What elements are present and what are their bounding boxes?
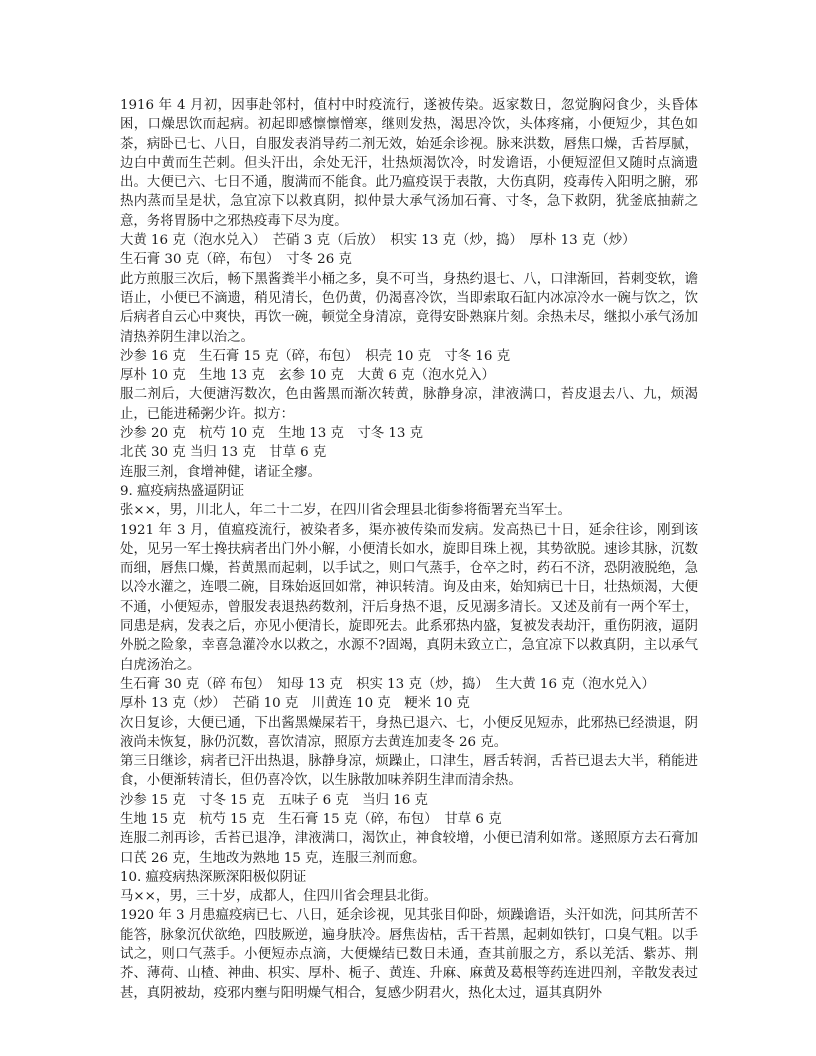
paragraph: 第三日继诊，病者已汗出热退，脉静身凉，烦躁止，口津生，唇舌转润，舌苔已退去大半，稍能进食，小便渐转清长，但仍喜冷饮，以生脉散加味养阴生津而清余热。 [120, 754, 698, 789]
prescription-line: 生石膏 30 克（碎 布包） 知母 13 克 枳实 13 克（炒，捣） 生大黄 16 克（泡水兑入） [120, 676, 655, 692]
prescription-line: 生地 15 克 杭芍 15 克 生石膏 15 克（碎，布包） 甘草 6 克 [120, 811, 502, 827]
paragraph: 1920 年 3 月患瘟疫病已七、八日，延余诊视，见其张目仰卧，烦躁谵语，头汗如洗，问其所苦不能答，脉象沉伏欲绝，四肢厥逆，遍身肤冷。唇焦齿枯，舌干苔黑，起刺如铁钉，口臭气粗。以手试之，则口气蒸手。小便短赤点滴，大便燥结已数日未通，查其前服之方，系以羌活、紫苏、荆芥、薄荷、山楂、神曲、枳实、厚朴、栀子、黄连、升麻、麻黄及葛根等药连进四剂，辛散发表过甚，真阴被劫，疫邪内壅与阳明燥气相合，复感少阴君火，热化太过，逼其真阴外 [120, 908, 698, 1001]
paragraph: 1916 年 4 月初，因事赴邻村，值村中时疫流行，遂被传染。返家数日，忽觉胸闷食少，头昏体困，口燥思饮而起病。初起即感懔懔憎寒，继则发热，渴思冷饮，头体疼痛，小便短少，其色如茶，病卧已七、八日，自服发表消导药二剂无效，始延余诊视。脉来洪数，唇焦口燥，舌苔厚腻，边白中黄而生芒刺。但头汗出，余处无汗，壮热烦渴饮冷，时发谵语，小便短涩但又随时点滴遗出。大便已六、七日不通，腹满而不能食。此乃瘟疫误于表散，大伤真阴，疫毒传入阳明之腑，邪热内蒸而呈是状，急宜凉下以救真阴，拟仲景大承气汤加石膏、寸冬，急下救阴，犹釜底抽薪之意，务将胃肠中之邪热疫毒下尽为度。 [120, 98, 698, 229]
paragraph: 次日复诊，大便已通，下出酱黑燥屎若干，身热已退六、七，小便反见短赤，此邪热已经溃退，阴液尚未恢复，脉仍沉数，喜饮清凉，照原方去黄连加麦冬 26 克。 [120, 715, 698, 750]
prescription-line: 沙参 20 克 杭芍 10 克 生地 13 克 寸冬 13 克 [120, 426, 424, 442]
paragraph: 此方煎服三次后，畅下黑酱粪半小桶之多，臭不可当，身热约退七、八，口津渐回，苔刺变软，谵语止，小便已不滴遗，稍见清长，色仍黄，仍渴喜冷饮，当即索取石缸内冰凉冷水一碗与饮之，饮后病者自云心中爽快，再饮一碗，顿觉全身清凉，竟得安卧熟寐片刻。余热未尽，继拟小承气汤加清热养阴生津以治之。 [120, 271, 698, 345]
paragraph: 服二剂后，大便溏泻数次，色由酱黑而渐次转黄，脉静身凉，津液满口，苔皮退去八、九，烦渴止，已能进稀粥少许。拟方： [120, 387, 698, 422]
paragraph: 马××，男，三十岁，成都人，住四川省会理县北街。 [120, 889, 438, 905]
paragraph: 张××，男，川北人，年二十二岁，在四川省会理县北街参将衙署充当军士。 [120, 503, 571, 519]
paragraph: 连服三剂，食增神健，诸证全瘳。 [120, 464, 321, 480]
prescription-line: 厚朴 10 克 生地 13 克 玄参 10 克 大黄 6 克（泡水兑入） [120, 368, 495, 384]
document-page [120, 96, 698, 1003]
case-heading: 10. 瘟疫病热深厥深阳极似阴证 [120, 869, 307, 885]
paragraph: 1921 年 3 月，值瘟疫流行，被染者多，渠亦被传染而发病。发高热已十日，延余往诊，刚到该处，见另一军士搀扶病者出门外小解，小便清长如水，旋即目珠上视，其势欲脱。速诊其脉，沉数而细，唇焦口燥，苔黄黑而起刺，以手试之，则口气蒸手，仓卒之时，药石不济，恐阴液脱绝，急以冷水灌之，连喂二碗，目珠始返回如常，神识转清。询及由来，始知病已十日，壮热烦渴，大便不通，小便短赤，曾服发表退热药数剂，汗后身热不退，反见溺多清长。又述及前有一两个军士，同患是病，发表之后，亦见小便清长，旋即死去。此系邪热内盛，复被发表劫汗，重伤阴液，逼阴外脱之险象，幸喜急灌冷水以救之，水源不?固竭，真阴未致立亡，急宜凉下以救真阴，主以承气白虎汤治之。 [120, 522, 698, 673]
prescription-line: 沙参 16 克 生石膏 15 克（碎，布包） 枳壳 10 克 寸冬 16 克 [120, 348, 511, 364]
prescription-line: 厚朴 13 克（炒） 芒硝 10 克 川黄连 10 克 粳米 10 克 [120, 696, 470, 712]
paragraph: 连服二剂再诊，舌苔已退净，津液满口，渴饮止，神食较增，小便已清利如常。遂照原方去石膏加口芪 26 克，生地改为熟地 15 克，连服三剂而愈。 [120, 831, 698, 866]
case-heading: 9. 瘟疫病热盛逼阴证 [120, 483, 245, 499]
prescription-line: 沙参 15 克 寸冬 15 克 五味子 6 克 当归 16 克 [120, 792, 428, 808]
prescription-line: 北芪 30 克 当归 13 克 甘草 6 克 [120, 445, 327, 461]
prescription-line: 生石膏 30 克（碎，布包） 寸冬 26 克 [120, 252, 352, 268]
prescription-line: 大黄 16 克（泡水兑入） 芒硝 3 克（后放） 枳实 13 克（炒，捣） 厚朴 13 克（炒） [120, 233, 636, 249]
